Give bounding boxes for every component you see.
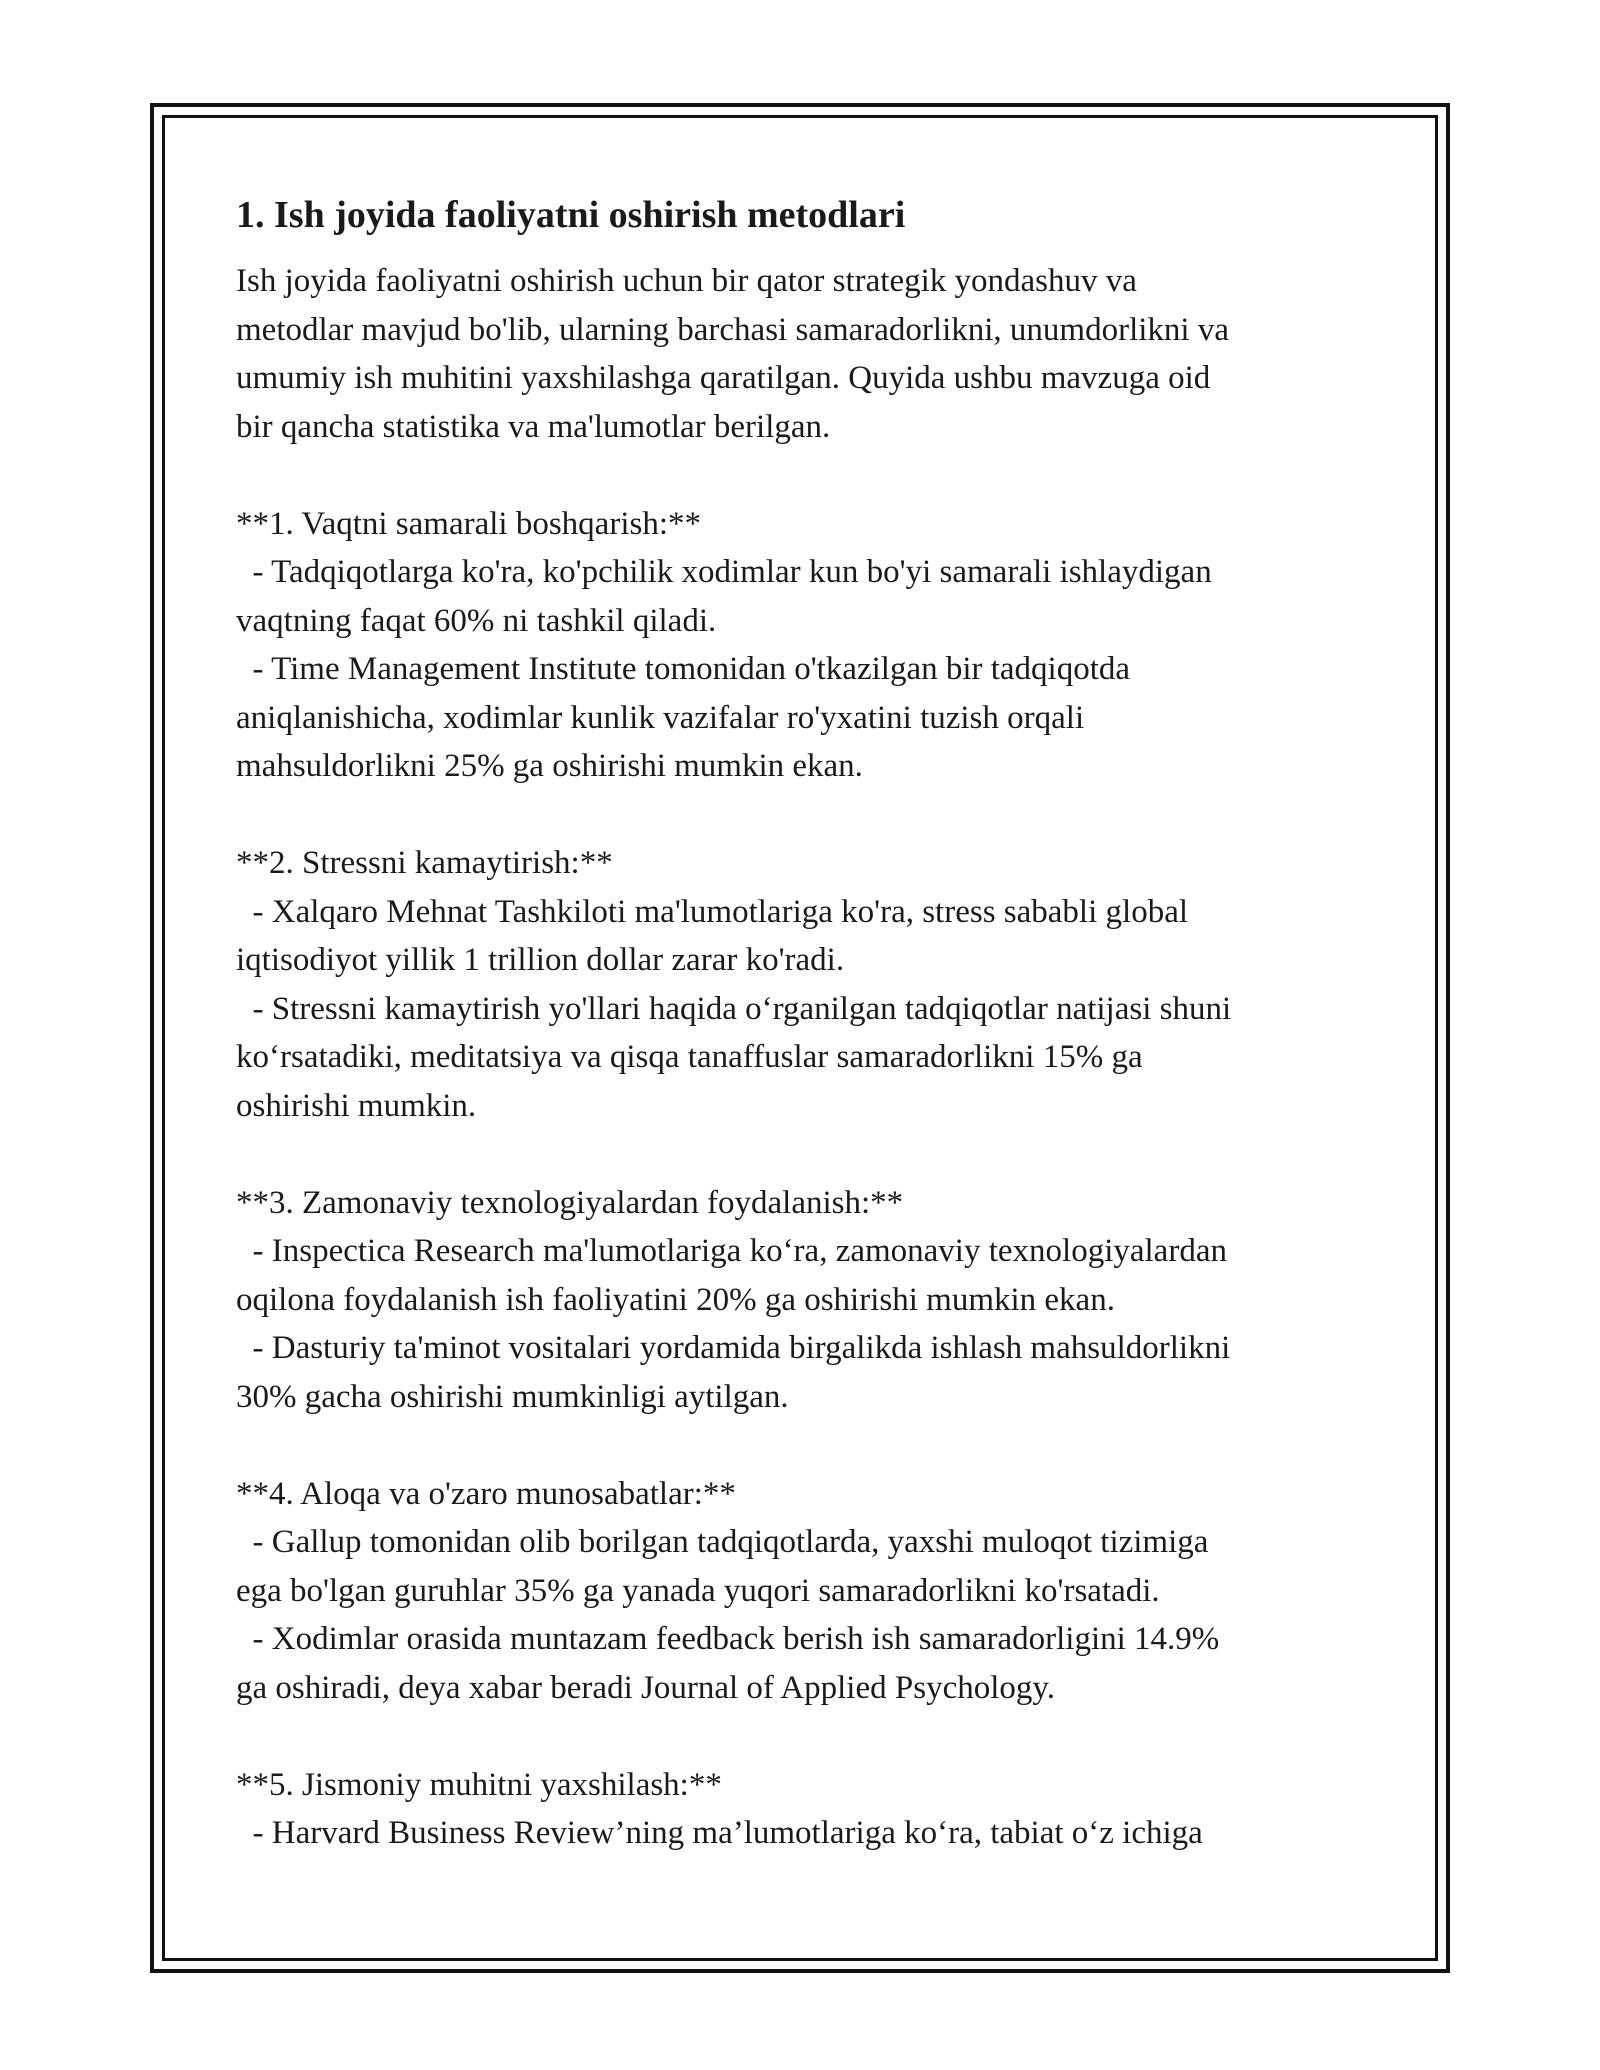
section-line: oshirishi mumkin. (236, 1087, 477, 1124)
intro-line: umumiy ish muhitini yaxshilashga qaratilgan. Quyida ushbu mavzuga oid (236, 360, 1211, 396)
section-line: - Xalqaro Mehnat Tashkiloti ma'lumotlariga ko'ra, stress sababli global (236, 893, 1189, 930)
document-title: 1. Ish joyida faoliyatni oshirish metodlari (236, 194, 906, 236)
paragraph-gap (236, 451, 1366, 500)
section-line: - Harvard Business Review’ning ma’lumotlariga ko‘ra, tabiat o‘z ichiga (236, 1815, 1203, 1851)
section-heading: **1. Vaqtni samarali boshqarish:** (236, 505, 701, 542)
section-technology (236, 1179, 1366, 1422)
intro-line: Ish joyida faoliyatni oshirish uchun bir qator strategik yondashuv va (236, 263, 1137, 299)
section-line: - Stressni kamaytirish yo'llari haqida o‘rganilgan tadqiqotlar natijasi shuni (236, 990, 1232, 1027)
paragraph-gap (236, 1421, 1366, 1470)
paragraph-gap (236, 791, 1366, 840)
section-heading: **2. Stressni kamaytirish:** (236, 845, 613, 881)
section-communication (236, 1470, 1366, 1713)
section-stress (236, 839, 1366, 1130)
section-line: - Time Management Institute tomonidan o'tkazilgan bir tadqiqotda (236, 651, 1131, 687)
section-heading: **5. Jismoniy muhitni yaxshilash:** (236, 1766, 722, 1803)
section-line: aniqlanishicha, xodimlar kunlik vazifalar ro'yxatini tuzish orqali (236, 699, 1085, 736)
section-heading: **4. Aloqa va o'zaro munosabatlar:** (236, 1475, 736, 1512)
section-line: - Gallup tomonidan olib borilgan tadqiqotlarda, yaxshi muloqot tizimiga (236, 1524, 1209, 1560)
section-time-management (236, 500, 1366, 791)
section-line: oqilona foydalanish ish faoliyatini 20% ga oshirishi mumkin ekan. (236, 1281, 1115, 1318)
paragraph-gap (236, 1712, 1366, 1761)
section-line: ega bo'lgan guruhlar 35% ga yanada yuqori samaradorlikni ko'rsatadi. (236, 1572, 1160, 1609)
section-line: - Xodimlar orasida muntazam feedback berish ish samaradorligini 14.9% (236, 1621, 1220, 1657)
section-line: iqtisodiyot yillik 1 trillion dollar zarar ko'radi. (236, 942, 845, 978)
section-line: vaqtning faqat 60% ni tashkil qiladi. (236, 602, 717, 639)
section-line: - Tadqiqotlarga ko'ra, ko'pchilik xodimlar kun bo'yi samarali ishlaydigan (236, 554, 1212, 590)
document-body (236, 185, 1366, 1858)
intro-line: bir qancha statistika va ma'lumotlar berilgan. (236, 408, 831, 445)
section-line: 30% gacha oshirishi mumkinligi aytilgan. (236, 1378, 789, 1415)
paragraph-gap (236, 1130, 1366, 1179)
section-line: - Dasturiy ta'minot vositalari yordamida birgalikda ishlash mahsuldorlikni (236, 1330, 1231, 1366)
section-physical-environment (236, 1761, 1366, 1858)
section-line: ko‘rsatadiki, meditatsiya va qisqa tanaffuslar samaradorlikni 15% ga (236, 1039, 1143, 1075)
section-line: - Inspectica Research ma'lumotlariga ko‘ra, zamonaviy texnologiyalardan (236, 1233, 1227, 1269)
section-line: ga oshiradi, deya xabar beradi Journal of Applied Psychology. (236, 1669, 1055, 1706)
section-line: mahsuldorlikni 25% ga oshirishi mumkin ekan. (236, 748, 863, 784)
intro-line: metodlar mavjud bo'lib, ularning barchasi samaradorlikni, unumdorlikni va (236, 311, 1229, 348)
section-heading: **3. Zamonaviy texnologiyalardan foydalanish:** (236, 1184, 904, 1221)
intro-paragraph (236, 257, 1366, 451)
